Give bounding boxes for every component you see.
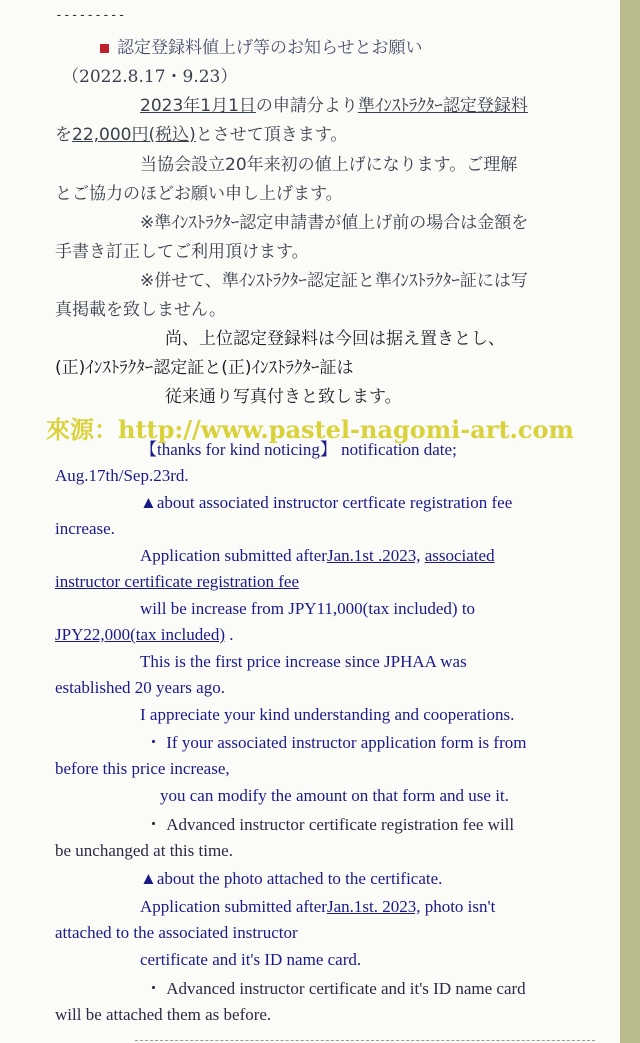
en-line-2: Aug.17th/Sep.23rd. — [55, 466, 189, 485]
jp-line-6: 手書き訂正してご利用頂けます。 — [55, 242, 309, 262]
jp-line-9: 尚、上位認定登録料は今回は据え置きとし、 — [165, 329, 505, 349]
en-line-21: ・ Advanced instructor certificate and it's ID name card — [145, 979, 526, 998]
jp-line-8: 真掲載を致しません。 — [55, 300, 227, 320]
jp-amount-link[interactable]: 22,000円(税込) — [72, 125, 196, 145]
en-line-12: ・ If your associated instructor application form is from — [145, 733, 527, 752]
jp-line-5: ※準ｲﾝｽﾄﾗｸﾀｰ認定申請書が値上げ前の場合は金額を — [140, 213, 529, 233]
en-line-7: will be increase from JPY11,000(tax included) to — [140, 599, 476, 618]
jp-date-link[interactable]: 2023年1月1日 — [140, 96, 256, 116]
jp-line-3: 当協会設立20年来初の値上げになります。ご理解 — [140, 155, 518, 175]
jp-fee-link[interactable]: 準ｲﾝｽﾄﾗｸﾀｰ認定登録料 — [357, 96, 528, 116]
en-line-15: ・ Advanced instructor certificate registration fee will — [145, 815, 515, 834]
jp-line-1: 2023年1月1日の申請分より準ｲﾝｽﾄﾗｸﾀｰ認定登録料 — [140, 96, 528, 116]
en-photo-date-link[interactable]: Jan.1st. 2023, — [326, 897, 421, 916]
en-line-16: be unchanged at this time. — [55, 841, 233, 860]
en-line-22: will be attached them as before. — [55, 1005, 272, 1024]
red-square-bullet-icon — [100, 44, 109, 53]
en-line-17: ▲about the photo attached to the certificate. — [140, 869, 443, 888]
en-amount-link[interactable]: JPY22,000(tax included) — [55, 625, 225, 644]
jp-line-2: を22,000円(税込)とさせて頂きます。 — [55, 125, 348, 145]
en-line-18: Application submitted afterJan.1st. 2023, photo isn't — [140, 897, 496, 916]
en-line-10: established 20 years ago. — [55, 678, 225, 697]
en-line-6[interactable]: instructor certificate registration fee — [55, 572, 300, 591]
jp-line-10: (正)ｲﾝｽﾄﾗｸﾀｰ認定証と(正)ｲﾝｽﾄﾗｸﾀｰ証は — [55, 358, 354, 378]
en-line-5: Application submitted afterJan.1st .2023, associated — [140, 546, 495, 565]
en-line-8: JPY22,000(tax included) . — [55, 625, 234, 644]
en-line-14: you can modify the amount on that form and use it. — [160, 786, 509, 805]
en-line-4: increase. — [55, 519, 115, 538]
en-line-13: before this price increase, — [55, 759, 230, 778]
jp-line-7: ※併せて、準ｲﾝｽﾄﾗｸﾀｰ認定証と準ｲﾝｽﾄﾗｸﾀｰ証には写 — [140, 271, 528, 291]
separator-dashes: --------- — [55, 8, 126, 23]
en-line-19: attached to the associated instructor — [55, 923, 298, 942]
en-line-1: 【thanks for kind noticing】 notification date; — [140, 440, 457, 459]
en-line-20: certificate and it's ID name card. — [140, 950, 362, 969]
jp-line-4: とご協力のほどお願い申し上げます。 — [55, 184, 343, 204]
source-watermark: 來源：http://www.pastel-nagomi-art.com — [46, 415, 574, 444]
notice-heading: 認定登録料値上げ等のお知らせとお願い — [100, 34, 640, 63]
en-line-3: ▲about associated instructor certficate registration fee — [140, 493, 513, 512]
en-line-9: This is the first price increase since JPHAA was — [140, 652, 467, 671]
en-date-link[interactable]: Jan.1st .2023, — [326, 546, 421, 565]
en-line-11: I appreciate your kind understanding and cooperations. — [140, 705, 515, 724]
en-fee-link[interactable]: associated — [424, 546, 495, 565]
bottom-divider — [135, 1040, 595, 1041]
notice-date: （2022.8.17・9.23） — [62, 67, 238, 87]
side-strip — [620, 0, 640, 1043]
jp-line-11: 従来通り写真付きと致します。 — [165, 387, 402, 407]
